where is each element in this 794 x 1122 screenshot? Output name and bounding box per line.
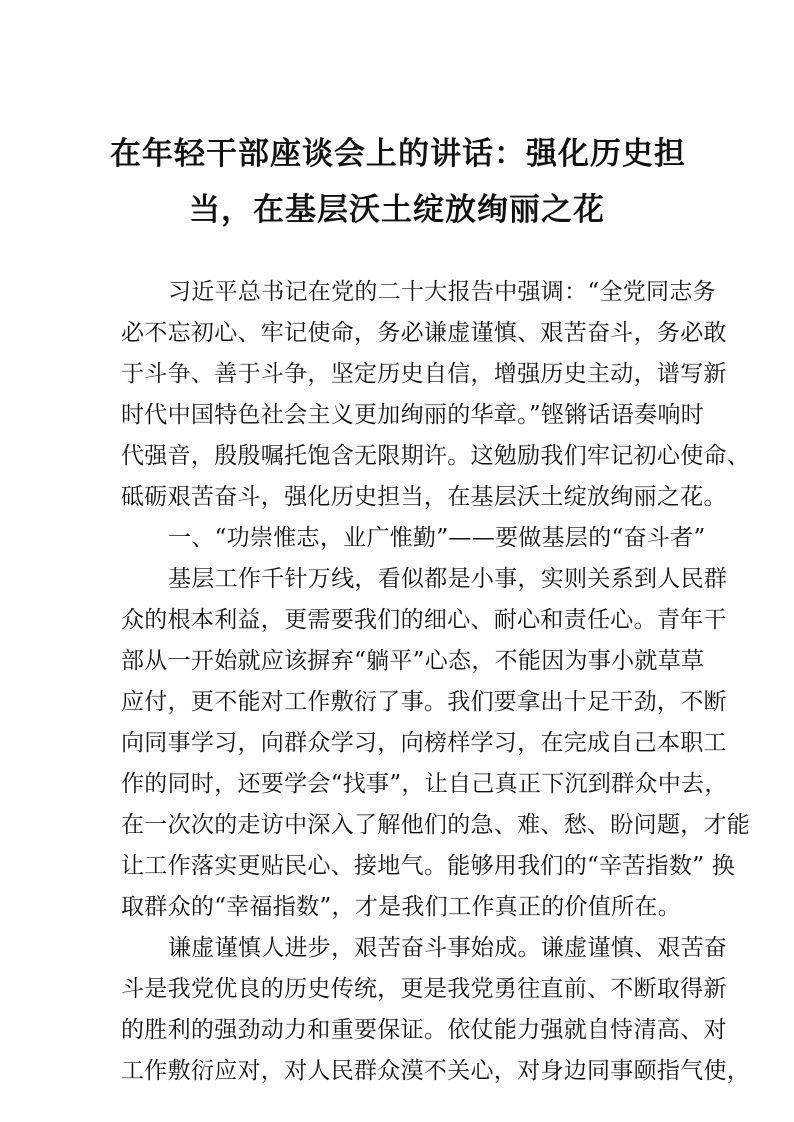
paragraph-line: 部从一开始就应该摒弃“躺平”心态，不能因为事小就草草 xyxy=(121,648,705,674)
paragraph-line: 基层工作千针万线，看似都是小事，实则关系到人民群 xyxy=(168,566,728,592)
paragraph-line: 众的根本利益，更需要我们的细心、耐心和责任心。青年干 xyxy=(121,607,727,633)
paragraph-line: 习近平总书记在党的二十大报告中强调：“全党同志务 xyxy=(168,279,716,305)
paragraph-line: 应付，更不能对工作敷衍了事。我们要拿出十足干劲，不断 xyxy=(121,689,727,715)
paragraph-line: 让工作落实更贴民心、接地气。能够用我们的“辛苦指数” 换 xyxy=(121,853,736,879)
paragraph-line: 取群众的“幸福指数”，才是我们工作真正的价值所在。 xyxy=(121,894,682,920)
document-title-line-1: 在年轻干部座谈会上的讲话：强化历史担 xyxy=(110,136,686,172)
section-heading: 一、“功崇惟志，业广惟勤”——要做基层的“奋斗者” xyxy=(168,525,706,551)
paragraph-line: 斗是我党优良的历史传统，更是我党勇往直前、不断取得新 xyxy=(121,976,727,1002)
paragraph-line: 谦虚谨慎人进步，艰苦奋斗事始成。谦虚谨慎、艰苦奋 xyxy=(168,935,728,961)
paragraph-line: 在一次次的走访中深入了解他们的急、难、愁、盼问题，才能 xyxy=(121,812,751,838)
paragraph-line: 必不忘初心、牢记使命，务必谦虚谨慎、艰苦奋斗，务必敢 xyxy=(121,320,727,346)
paragraph-line: 工作敷衍应对，对人民群众漠不关心，对身边同事颐指气使， xyxy=(121,1058,751,1084)
paragraph-line: 时代中国特色社会主义更加绚丽的华章。”铿锵话语奏响时 xyxy=(121,402,705,428)
paragraph-line: 作的同时，还要学会“找事”，让自己真正下沉到群众中去， xyxy=(121,771,728,797)
paragraph-line: 代强音，殷殷嘱托饱含无限期许。这勉励我们牢记初心使命、 xyxy=(121,443,751,469)
paragraph-line: 的胜利的强劲动力和重要保证。依仗能力强就自恃清高、对 xyxy=(121,1017,727,1043)
paragraph-line: 于斗争、善于斗争，坚定历史自信，增强历史主动，谱写新 xyxy=(121,361,727,387)
paragraph-line: 砥砺艰苦奋斗，强化历史担当，在基层沃土绽放绚丽之花。 xyxy=(121,484,727,510)
paragraph-line: 向同事学习，向群众学习，向榜样学习，在完成自己本职工 xyxy=(121,730,727,756)
document-title-line-2: 当，在基层沃土绽放绚丽之花 xyxy=(189,192,605,228)
